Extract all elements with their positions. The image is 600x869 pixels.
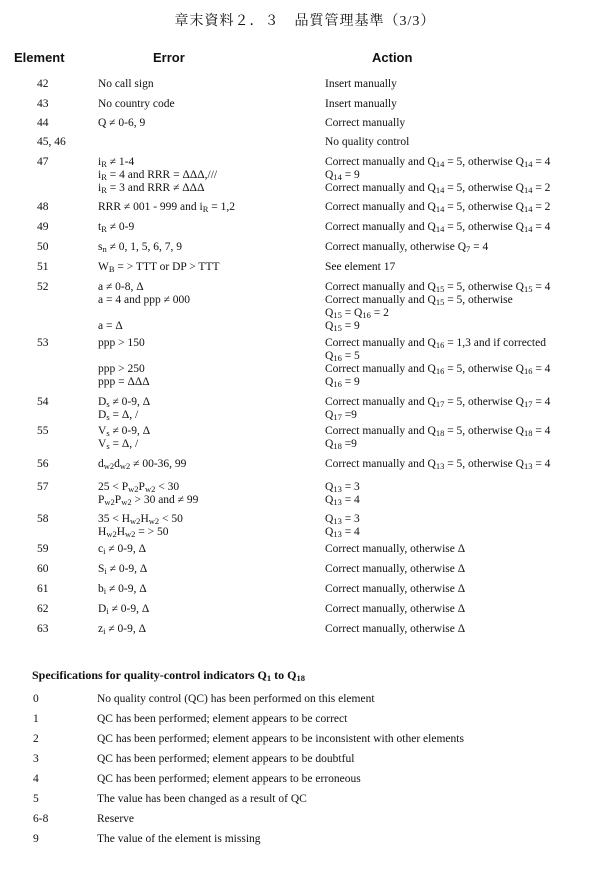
error-line: RRR ≠ 001 - 999 and $i_R = 1,2$ bbox=[98, 201, 235, 214]
action-line: Correct manually and $Q_{13} = 5$, otherwise $Q_{13} = 4$ bbox=[325, 458, 551, 471]
action-line: $Q_{14} = 9$ bbox=[325, 169, 360, 182]
element-number: 49 bbox=[37, 221, 49, 233]
action-cell bbox=[325, 201, 597, 214]
error-line: No country code bbox=[98, 98, 175, 110]
action-line: See element 17 bbox=[325, 261, 396, 273]
error-line: ppp = ΔΔΔ bbox=[98, 376, 150, 388]
error-line: $d_{w2}d_{w2} \ne 00-36$, 99 bbox=[98, 458, 187, 471]
action-line: $Q_{13} = 4$ bbox=[325, 526, 360, 539]
spec-code: 3 bbox=[33, 753, 39, 765]
spec-row bbox=[0, 691, 600, 711]
spec-code: 6-8 bbox=[33, 813, 49, 825]
action-line: $Q_{18} =9$ bbox=[325, 438, 357, 451]
error-line: $D_i \ne 0-9$, Δ bbox=[98, 603, 150, 616]
action-cell bbox=[325, 603, 597, 616]
element-number: 61 bbox=[37, 583, 49, 595]
error-line: a ≠ 0-8, Δ bbox=[98, 281, 144, 293]
action-line: $Q_{15} = 9$ bbox=[325, 320, 360, 333]
error-line: $H_{w2}H_{w2}$ = > 50 bbox=[98, 526, 169, 539]
action-line: Insert manually bbox=[325, 98, 397, 110]
element-number: 60 bbox=[37, 563, 49, 575]
error-line: Q ≠ 0-6, 9 bbox=[98, 117, 146, 129]
action-line: Correct manually, otherwise Δ bbox=[325, 623, 466, 635]
error-cell bbox=[98, 623, 318, 636]
element-number: 55 bbox=[37, 425, 49, 437]
error-cell bbox=[98, 481, 318, 507]
element-number: 54 bbox=[37, 396, 49, 408]
element-number: 43 bbox=[37, 98, 49, 110]
error-line: $s_n \ne 0$, 1, 5, 6, 7, 9 bbox=[98, 241, 183, 254]
action-line: $Q_{13} = 3$ bbox=[325, 513, 360, 526]
spec-code: 2 bbox=[33, 733, 39, 745]
spec-description: QC has been performed; element appears to be inconsistent with other elements bbox=[97, 733, 464, 745]
action-line: Correct manually and $Q_{16} = 1,3$ and if corrected bbox=[325, 337, 546, 350]
error-cell bbox=[98, 261, 318, 274]
action-cell bbox=[325, 425, 597, 451]
element-number: 62 bbox=[37, 603, 49, 615]
action-line: $Q_{16} = 5$ bbox=[325, 350, 360, 363]
element-number: 59 bbox=[37, 543, 49, 555]
element-number: 63 bbox=[37, 623, 49, 635]
spec-description: Reserve bbox=[97, 813, 135, 825]
spec-row bbox=[0, 711, 600, 731]
action-cell bbox=[325, 513, 597, 539]
error-cell bbox=[98, 337, 318, 389]
action-line: $Q_{13} = 4$ bbox=[325, 494, 360, 507]
error-cell bbox=[98, 201, 318, 214]
action-line: Correct manually and $Q_{18} = 5$, otherwise $Q_{18} = 4$ bbox=[325, 425, 551, 438]
action-cell bbox=[325, 221, 597, 234]
error-line: No call sign bbox=[98, 78, 154, 90]
action-line: $Q_{13} = 3$ bbox=[325, 481, 360, 494]
error-cell bbox=[98, 583, 318, 596]
table-row bbox=[0, 421, 600, 454]
element-number: 53 bbox=[37, 337, 49, 349]
table-row bbox=[0, 333, 600, 392]
error-cell bbox=[98, 458, 318, 471]
action-line: Correct manually, otherwise Δ bbox=[325, 583, 466, 595]
error-line: $V_s = \Delta$, / bbox=[98, 438, 139, 451]
error-line: $S_i \ne 0-9$, Δ bbox=[98, 563, 148, 576]
error-line: $c_i \ne 0-9$, Δ bbox=[98, 543, 147, 556]
spec-description: QC has been performed; element appears to be doubtful bbox=[97, 753, 355, 765]
action-line: Correct manually and $Q_{14} = 5$, otherwise $Q_{14} = 2$ bbox=[325, 182, 551, 195]
action-cell bbox=[325, 563, 597, 576]
table-row bbox=[0, 454, 600, 477]
action-line: Correct manually, otherwise Δ bbox=[325, 543, 466, 555]
error-line: $D_s = \Delta$, / bbox=[98, 409, 139, 422]
action-cell bbox=[325, 156, 597, 195]
error-line: ppp > 150 bbox=[98, 337, 145, 349]
action-cell bbox=[325, 261, 597, 274]
spec-description: QC has been performed; element appears to be erroneous bbox=[97, 773, 361, 785]
spec-code: 9 bbox=[33, 833, 39, 845]
spec-code: 5 bbox=[33, 793, 39, 805]
table-row bbox=[0, 197, 600, 217]
table-row bbox=[0, 277, 600, 333]
error-cell bbox=[98, 603, 318, 616]
header-action: Action bbox=[372, 50, 413, 65]
element-number: 52 bbox=[37, 281, 49, 293]
action-line: Correct manually, otherwise Δ bbox=[325, 603, 466, 615]
qc-table bbox=[0, 74, 600, 639]
table-row bbox=[0, 94, 600, 113]
spec-list bbox=[0, 691, 600, 851]
action-cell bbox=[325, 117, 597, 130]
error-cell bbox=[98, 563, 318, 576]
action-line: Correct manually and $Q_{14} = 5$, otherwise $Q_{14} = 4$ bbox=[325, 156, 551, 169]
action-cell bbox=[325, 337, 597, 389]
error-line: $25 < P_{w2}P_{w2} < 30$ bbox=[98, 481, 180, 494]
table-row bbox=[0, 237, 600, 257]
error-cell bbox=[98, 98, 318, 111]
header-error: Error bbox=[153, 50, 185, 65]
element-number: 47 bbox=[37, 156, 49, 168]
table-row bbox=[0, 559, 600, 579]
action-cell bbox=[325, 281, 597, 333]
spec-code: 1 bbox=[33, 713, 39, 725]
action-line: Correct manually bbox=[325, 117, 406, 129]
spec-title: Specifications for quality-control indicators $Q_1$ to $Q_{18}$ bbox=[32, 668, 305, 683]
element-number: 51 bbox=[37, 261, 49, 273]
action-line: Correct manually and $Q_{17} = 5$, otherwise $Q_{17} = 4$ bbox=[325, 396, 551, 409]
error-line: $V_s \ne 0-9$, Δ bbox=[98, 425, 151, 438]
error-line: $i_R = 4$ and RRR = ΔΔΔ,/// bbox=[98, 169, 218, 182]
table-row bbox=[0, 392, 600, 421]
spec-row bbox=[0, 791, 600, 811]
header-element: Element bbox=[14, 50, 65, 65]
error-cell bbox=[98, 396, 318, 422]
error-cell bbox=[98, 221, 318, 234]
error-line: $i_R \ne 1-4$ bbox=[98, 156, 135, 169]
action-cell bbox=[325, 583, 597, 596]
table-row bbox=[0, 132, 600, 152]
action-cell bbox=[325, 396, 597, 422]
action-cell bbox=[325, 78, 597, 91]
spec-row bbox=[0, 771, 600, 791]
action-cell bbox=[325, 458, 597, 471]
element-number: 57 bbox=[37, 481, 49, 493]
error-cell bbox=[98, 156, 318, 195]
spec-description: The value has been changed as a result of QC bbox=[97, 793, 307, 805]
table-row bbox=[0, 113, 600, 132]
action-cell bbox=[325, 136, 597, 149]
element-number: 48 bbox=[37, 201, 49, 213]
spec-row bbox=[0, 731, 600, 751]
table-row bbox=[0, 579, 600, 599]
action-line: No quality control bbox=[325, 136, 410, 148]
element-number: 42 bbox=[37, 78, 49, 90]
spec-row bbox=[0, 831, 600, 851]
spec-row bbox=[0, 751, 600, 771]
error-cell bbox=[98, 425, 318, 451]
error-line: a = 4 and ppp ≠ 000 bbox=[98, 294, 191, 306]
spec-code: 0 bbox=[33, 693, 39, 705]
error-cell bbox=[98, 543, 318, 556]
action-line: $Q_{15} = Q_{16} = 2$ bbox=[325, 307, 389, 320]
action-line: Correct manually, otherwise Δ bbox=[325, 563, 466, 575]
table-row bbox=[0, 257, 600, 277]
error-line: $35 < H_{w2}H_{w2} < 50$ bbox=[98, 513, 183, 526]
action-line: Correct manually and $Q_{15} = 5$, otherwise bbox=[325, 294, 513, 307]
error-cell bbox=[98, 117, 318, 130]
spec-description: QC has been performed; element appears to be correct bbox=[97, 713, 348, 725]
error-cell bbox=[98, 78, 318, 91]
element-number: 45, 46 bbox=[37, 136, 66, 148]
table-row bbox=[0, 539, 600, 559]
action-cell bbox=[325, 623, 597, 636]
element-number: 50 bbox=[37, 241, 49, 253]
table-row bbox=[0, 599, 600, 619]
action-line: Correct manually and $Q_{16} = 5$, otherwise $Q_{16} = 4$ bbox=[325, 363, 551, 376]
action-line: Correct manually and $Q_{14} = 5$, otherwise $Q_{14} = 2$ bbox=[325, 201, 551, 214]
action-line: $Q_{17} =9$ bbox=[325, 409, 357, 422]
error-line: $z_i \ne 0-9$, Δ bbox=[98, 623, 147, 636]
action-line: $Q_{16} = 9$ bbox=[325, 376, 360, 389]
action-line: Correct manually and $Q_{15} = 5$, otherwise $Q_{15} = 4$ bbox=[325, 281, 551, 294]
error-line: $t_R \ne 0-9$ bbox=[98, 221, 135, 234]
action-line: Correct manually and $Q_{14} = 5$, otherwise $Q_{14} = 4$ bbox=[325, 221, 551, 234]
action-cell bbox=[325, 481, 597, 507]
spec-code: 4 bbox=[33, 773, 39, 785]
element-number: 58 bbox=[37, 513, 49, 525]
spec-description: The value of the element is missing bbox=[97, 833, 261, 845]
page-title: 章末資料２．３ 品質管理基準（3/3） bbox=[174, 14, 436, 29]
action-cell bbox=[325, 98, 597, 111]
error-line: ppp > 250 bbox=[98, 363, 145, 375]
element-number: 44 bbox=[37, 117, 49, 129]
error-cell bbox=[98, 513, 318, 539]
table-row bbox=[0, 217, 600, 237]
table-row bbox=[0, 619, 600, 639]
table-row bbox=[0, 509, 600, 539]
error-line: $b_i \ne 0-9$, Δ bbox=[98, 583, 147, 596]
table-row bbox=[0, 152, 600, 197]
spec-description: No quality control (QC) has been performed on this element bbox=[97, 693, 375, 705]
action-line: Correct manually, otherwise $Q_7 = 4$ bbox=[325, 241, 489, 254]
error-cell bbox=[98, 281, 318, 333]
error-line: $i_R = 3$ and RRR ≠ ΔΔΔ bbox=[98, 182, 205, 195]
error-cell bbox=[98, 241, 318, 254]
spec-row bbox=[0, 811, 600, 831]
element-number: 56 bbox=[37, 458, 49, 470]
error-line: a = Δ bbox=[98, 320, 123, 332]
error-line: $W_B$ = > TTT or DP > TTT bbox=[98, 261, 220, 274]
action-cell bbox=[325, 543, 597, 556]
table-row bbox=[0, 477, 600, 509]
error-line: $P_{w2}P_{w2} > 30$ and ≠ 99 bbox=[98, 494, 199, 507]
table-row bbox=[0, 74, 600, 94]
error-line: $D_s \ne 0-9$, Δ bbox=[98, 396, 151, 409]
action-line: Insert manually bbox=[325, 78, 397, 90]
action-cell bbox=[325, 241, 597, 254]
